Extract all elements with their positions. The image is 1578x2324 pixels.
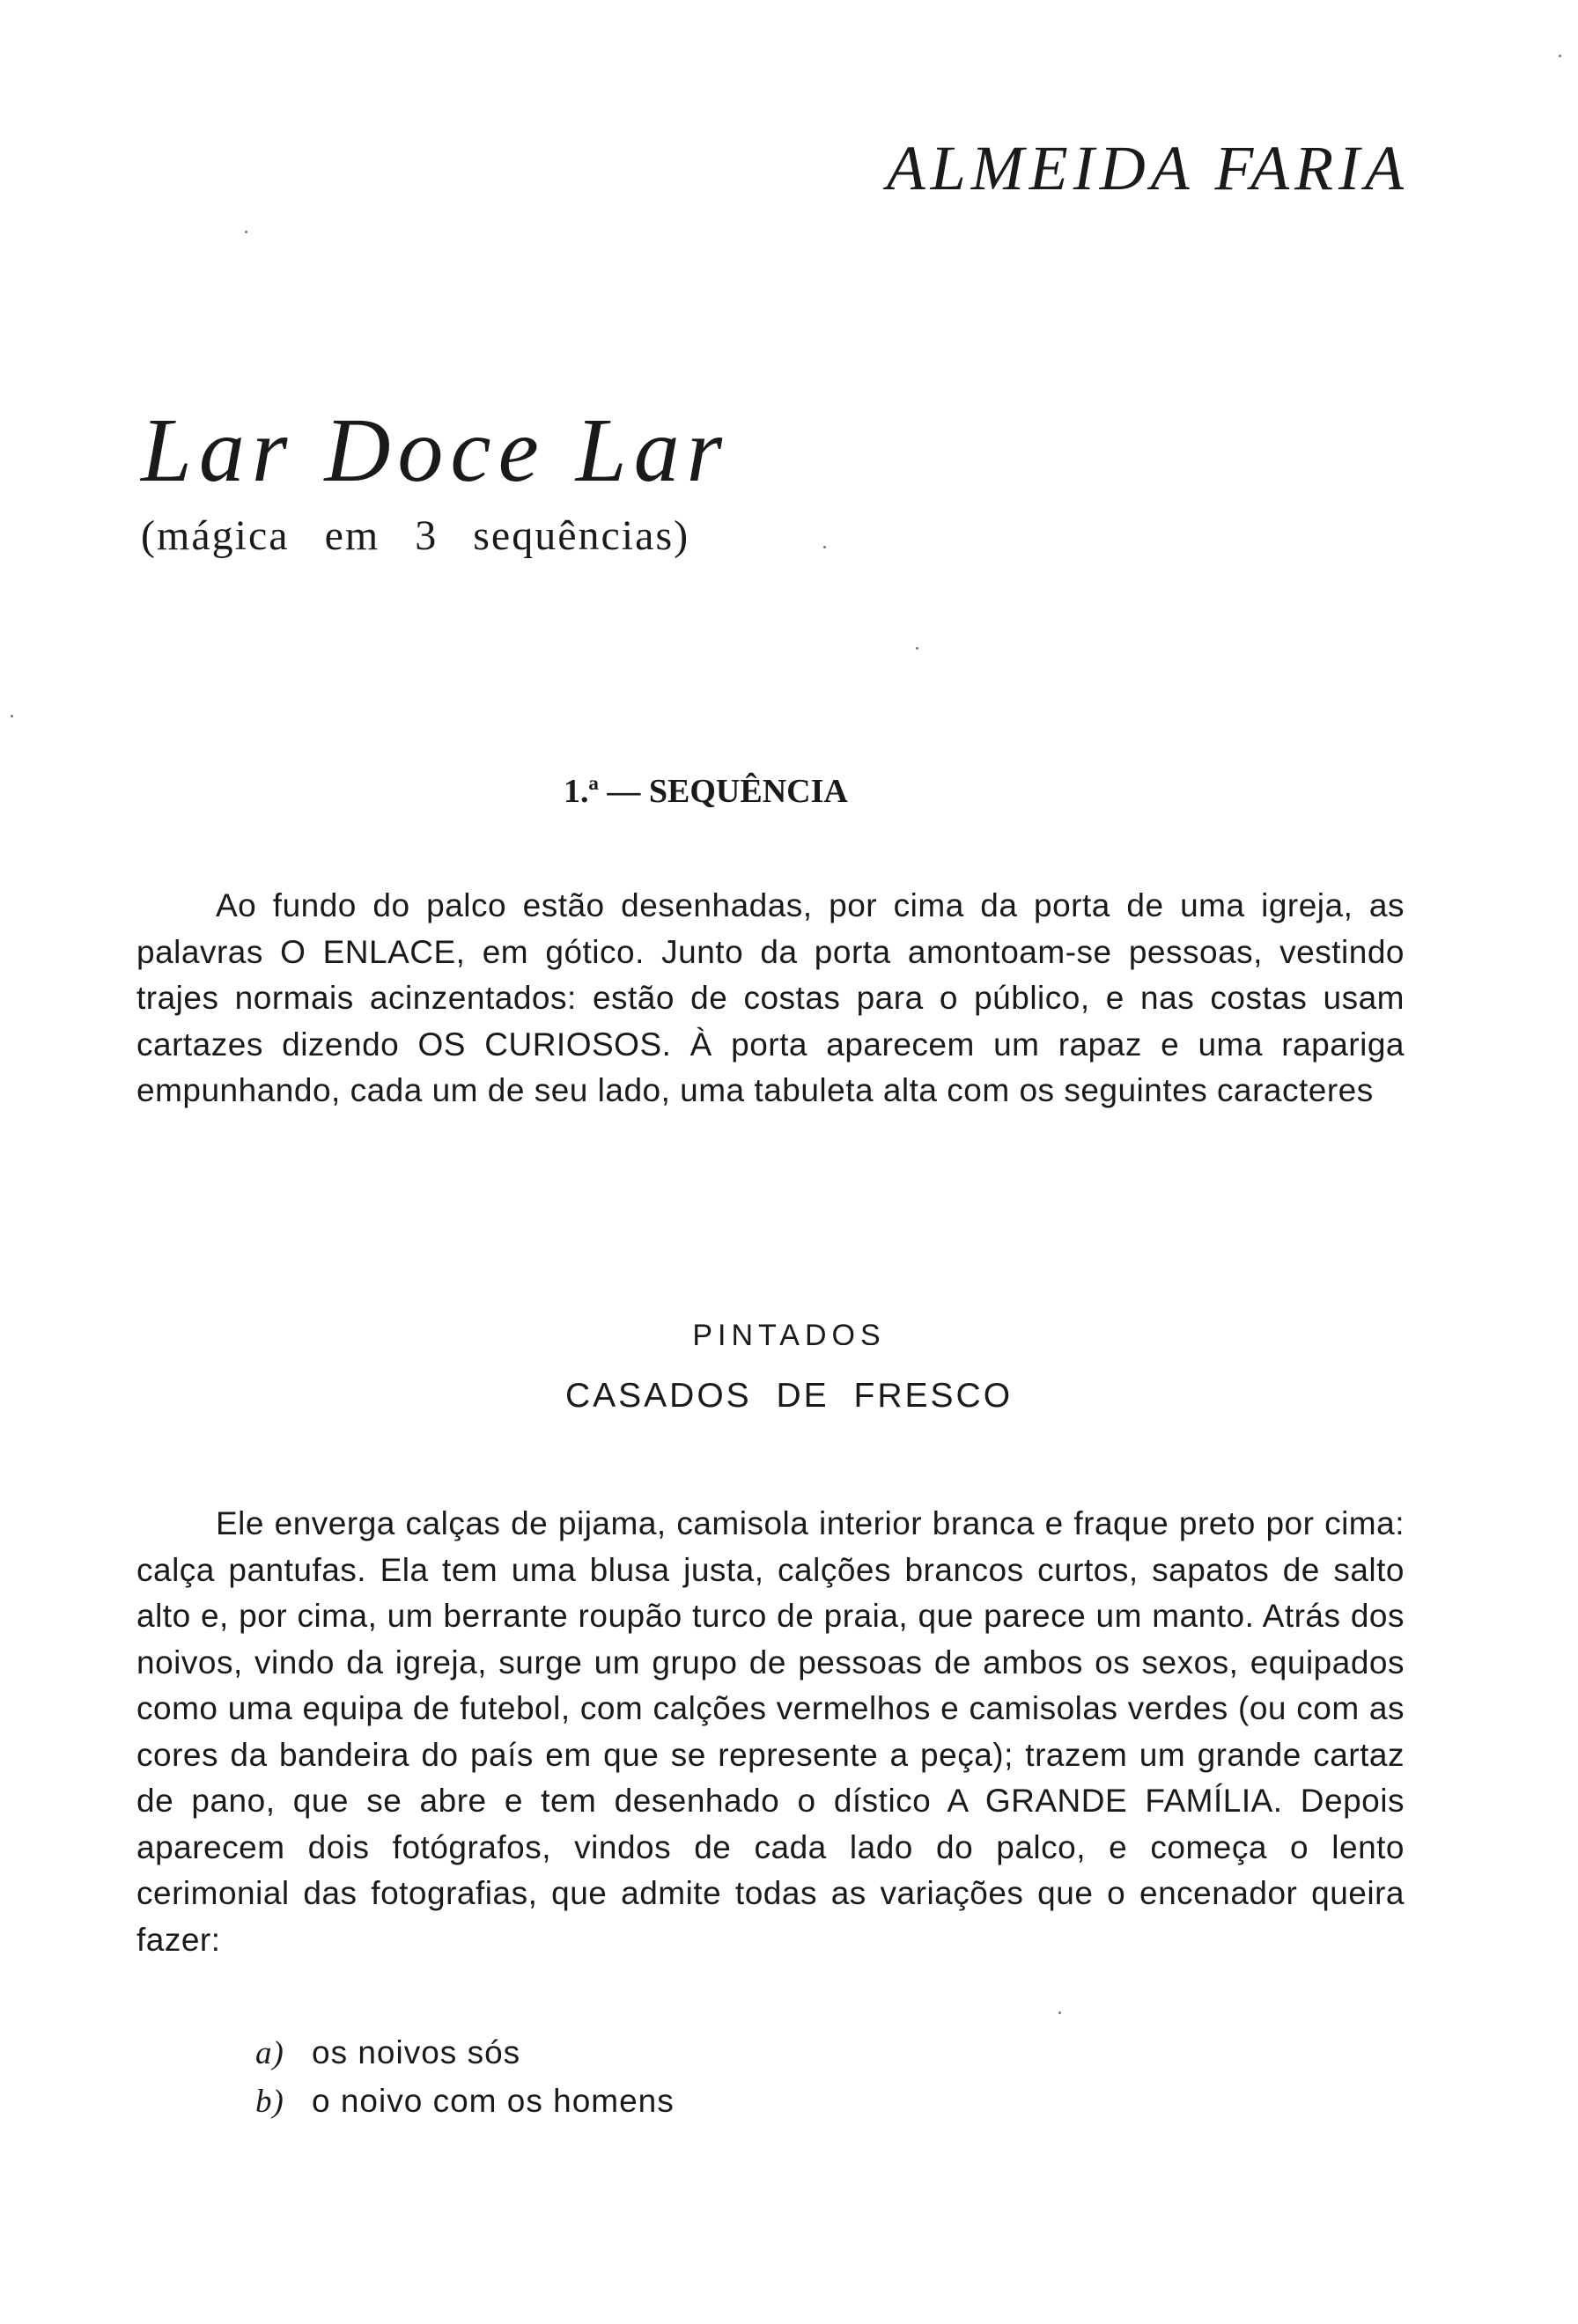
scan-speck (1058, 2011, 1061, 2014)
photo-variation-list (255, 2029, 675, 2126)
sign-top-label: PINTADOS (692, 1320, 886, 1345)
play-subtitle: (mágica em 3 sequências) (141, 512, 690, 559)
sequence-heading: 1.ª — SEQUÊNCIA (564, 773, 848, 810)
list-item-text: os noivos sós (312, 2034, 521, 2070)
author-name: ALMEIDA FARIA (886, 133, 1409, 203)
stage-direction-paragraph-2 (136, 1501, 1405, 1963)
paragraph-text: Ao fundo do palco estão desenhadas, por cima da porta de uma igreja, as palavras O ENLACE, em gótico. Junto da porta amontoam-se pessoas, vestindo trajes normais acinzentados: estão de costas para o público, e nas costas usam cartazes dizendo OS CURIOSOS. À porta aparecem um rapaz e uma rapariga empunhando, cada um de seu lado, uma tabuleta alta com os seguintes caracteres (136, 887, 1405, 1108)
paragraph-text: Ele enverga calças de pijama, camisola interior branca e fraque preto por cima: calça pantufas. Ela tem uma blusa justa, calções brancos curtos, sapatos de salto alto e, por cima, um berrante roupão turco de praia, que parece um manto. Atrás dos noivos, vindo da igreja, surge um grupo de pessoas de ambos os sexos, equipados como uma equipa de futebol, com calções vermelhos e camisolas verdes (ou com as cores da bandeira do país em que se represente a peça); trazem um grande cartaz de pano, que se abre e tem desenhado o dístico A GRANDE FAMÍLIA. Depois aparecem dois fotógrafos, vindos de cada lado do palco, e começa o lento cerimonial das fotografias, que admite todas as variações que o encenador queira fazer: (136, 1505, 1405, 1958)
list-marker: a) (255, 2035, 284, 2071)
list-item (255, 2078, 675, 2126)
list-item-text: o noivo com os homens (312, 2083, 675, 2119)
stage-direction-paragraph-1 (136, 883, 1405, 1114)
scan-speck (245, 231, 247, 233)
sign-text-top (0, 1320, 1578, 1345)
scan-speck (11, 715, 13, 717)
list-item (255, 2029, 675, 2078)
scan-speck (823, 546, 826, 548)
scan-speck (1559, 55, 1561, 57)
play-title: Lar Doce Lar (141, 400, 730, 501)
list-marker: b) (255, 2084, 284, 2120)
sign-text-bottom: CASADOS DE FRESCO (564, 1377, 1014, 1415)
scan-speck (916, 647, 918, 650)
